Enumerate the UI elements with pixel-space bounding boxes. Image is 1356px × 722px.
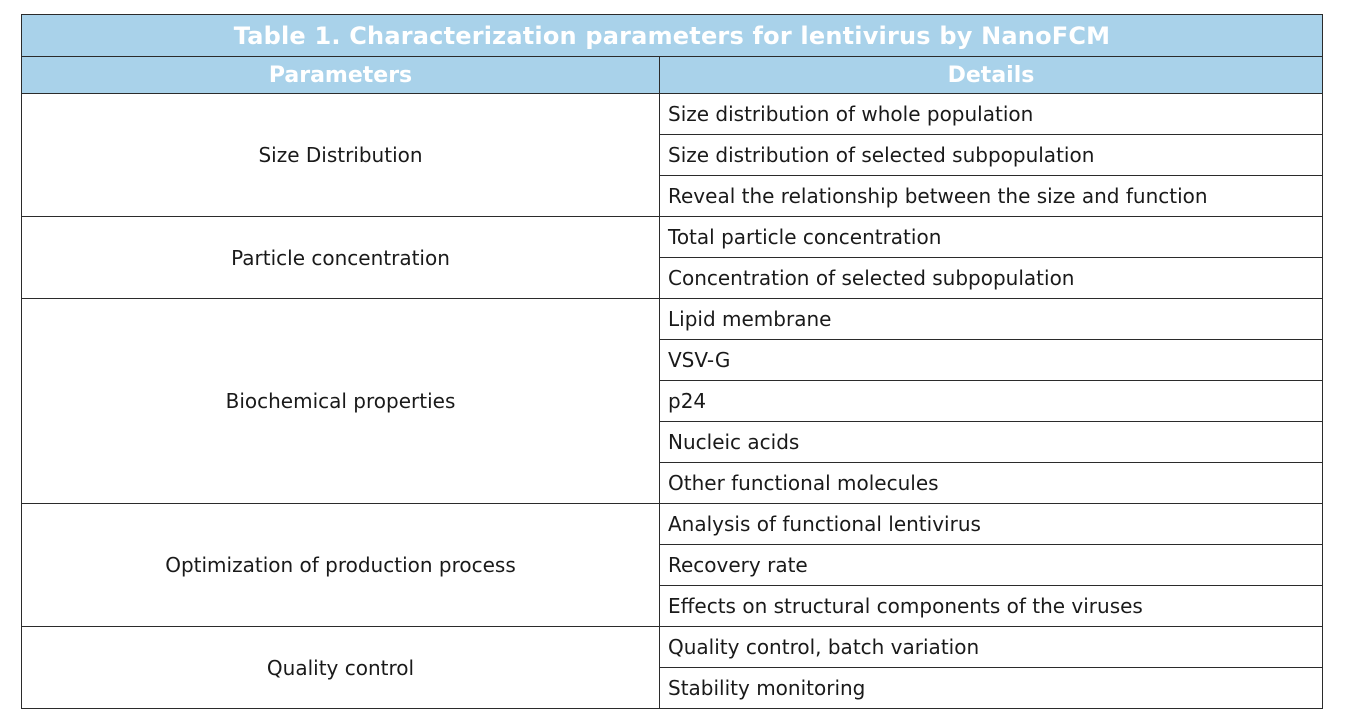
detail-cell: Other functional molecules	[660, 463, 1323, 504]
parameter-cell: Optimization of production process	[22, 504, 660, 627]
column-header-details: Details	[660, 57, 1323, 94]
parameter-cell: Size Distribution	[22, 94, 660, 217]
table-title: Table 1. Characterization parameters for lentivirus by NanoFCM	[22, 15, 1323, 57]
detail-cell: Nucleic acids	[660, 422, 1323, 463]
detail-cell: VSV-G	[660, 340, 1323, 381]
table-row	[22, 217, 1323, 258]
detail-cell: Recovery rate	[660, 545, 1323, 586]
detail-cell: Lipid membrane	[660, 299, 1323, 340]
detail-cell: Effects on structural components of the viruses	[660, 586, 1323, 627]
detail-cell: Size distribution of selected subpopulation	[660, 135, 1323, 176]
detail-cell: Analysis of functional lentivirus	[660, 504, 1323, 545]
detail-cell: Reveal the relationship between the size and function	[660, 176, 1323, 217]
detail-cell: Stability monitoring	[660, 668, 1323, 709]
table-row	[22, 627, 1323, 668]
table-row	[22, 504, 1323, 545]
table-title-row	[22, 15, 1323, 57]
table-row	[22, 299, 1323, 340]
parameter-cell: Particle concentration	[22, 217, 660, 299]
detail-cell: Quality control, batch variation	[660, 627, 1323, 668]
characterization-table	[21, 14, 1323, 709]
column-header-parameters: Parameters	[22, 57, 660, 94]
table-body	[22, 94, 1323, 709]
detail-cell: p24	[660, 381, 1323, 422]
parameter-cell: Quality control	[22, 627, 660, 709]
parameter-cell: Biochemical properties	[22, 299, 660, 504]
table-header-row	[22, 57, 1323, 94]
detail-cell: Size distribution of whole population	[660, 94, 1323, 135]
table-row	[22, 94, 1323, 135]
detail-cell: Concentration of selected subpopulation	[660, 258, 1323, 299]
characterization-table-container	[21, 14, 1322, 709]
detail-cell: Total particle concentration	[660, 217, 1323, 258]
